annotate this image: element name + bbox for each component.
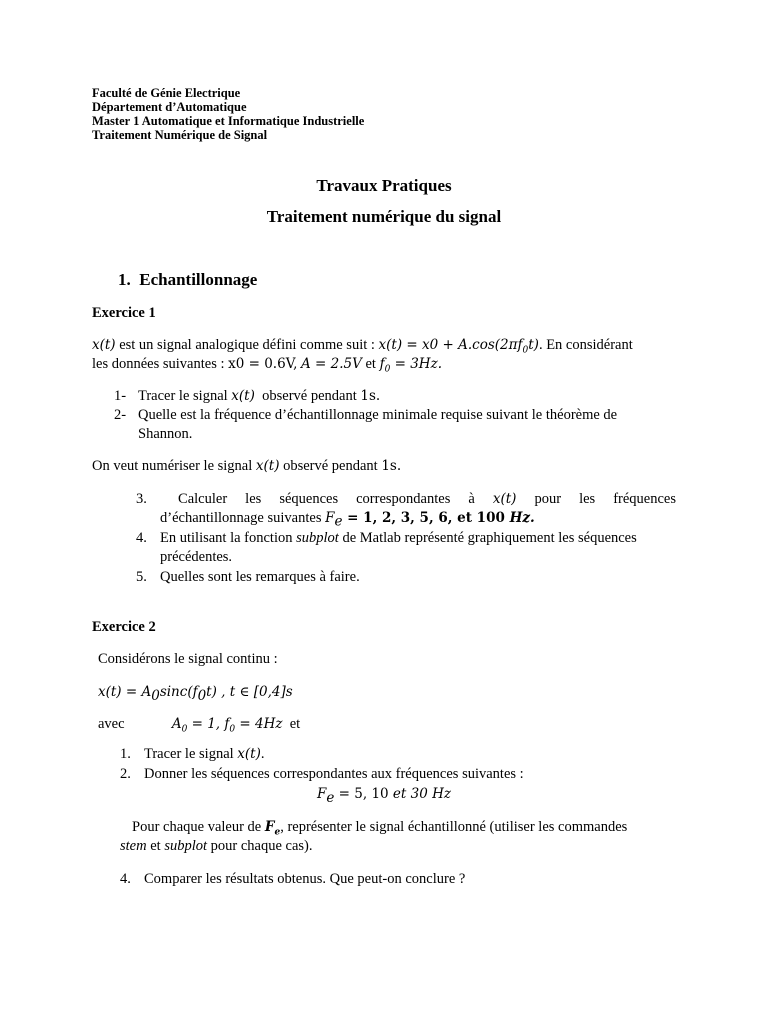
avec-label: avec [98, 716, 125, 732]
ex2-q2-text: Donner les séquences correspondantes aux fréquences suivantes : [144, 766, 524, 782]
note-et: et [150, 838, 161, 854]
doc-title-1: Travaux Pratiques [316, 176, 452, 195]
ex2-q1-number: 1. [120, 746, 131, 762]
q3-number: 3. [136, 491, 147, 507]
section-heading [118, 270, 257, 290]
q1-text-b: observé pendant [262, 388, 357, 404]
q3-text-c: d’échantillonnage suivantes [160, 510, 322, 526]
ex2-q1-math: x(t) [237, 746, 261, 762]
mid-duration: 1s. [381, 458, 402, 474]
ex1-mid [92, 457, 401, 476]
ex1-q5 [136, 568, 360, 587]
exercise2-title: Exercice 2 [92, 619, 156, 635]
section-title: Echantillonnage [139, 270, 258, 289]
q3-text-a: Calculer les séquences correspondantes à [178, 491, 475, 507]
ex1-et: et [365, 356, 376, 372]
ex2-q2 [120, 765, 524, 784]
note-text-b: , représenter le signal échantillonné (utiliser les commandes [280, 819, 628, 835]
ex2-definition: $x(t) = A_0\sin c(f_0t)$ , t ∈ [0,4]s [98, 684, 293, 704]
note-subplot: subplot [164, 838, 208, 854]
ex1-intro-line2 [92, 355, 442, 380]
ex2-q1: 1. Tracer le signal x(t). [120, 746, 265, 762]
q4-subplot: subplot [296, 530, 339, 546]
q1-math-xt: x(t) [231, 388, 255, 404]
ex1-q2-cont: Shannon. [138, 426, 193, 442]
ex1-q4 [136, 529, 637, 548]
params-et: et [289, 716, 301, 732]
q2-number: 2- [114, 407, 127, 423]
ex1-data-label: les données suivantes : [92, 356, 225, 372]
mid-text-a: On veut numériser le signal [92, 458, 253, 474]
q3-fe-values: $F_e = 1$, 2, 3, 5, 6, et 100 Hz. [325, 510, 535, 530]
mid-math-xt: x(t) [255, 458, 280, 474]
ex1-intro-text-b: . En considérant [538, 337, 633, 353]
q5-number: 5. [136, 569, 147, 585]
department-line: Département d’Automatique [92, 100, 247, 114]
q1-text-a: Tracer le signal [138, 388, 228, 404]
ex2-note-line2 [120, 837, 313, 856]
q1-duration: 1s. [360, 388, 381, 404]
note-text-a: Pour chaque valeur de [132, 819, 262, 835]
ex2-q1-text: Tracer le signal [144, 746, 234, 762]
course-line: Traitement Numérique de Signal [92, 128, 268, 142]
faculty-line: Faculté de Génie Electrique [92, 86, 241, 100]
note-text-d: pour chaque cas). [210, 838, 313, 854]
ex1-q4-cont: précédentes. [160, 549, 233, 565]
q5-text-a: Quelles sont les remarques à faire. [160, 569, 360, 585]
exercise1-title: Exercice 1 [92, 305, 156, 321]
ex1-intro-text-a: est un signal analogique défini comme suit : [119, 337, 375, 353]
note-stem: stem [120, 838, 147, 854]
q3-text-b: pour les fréquences [534, 491, 676, 507]
ex2-params [98, 715, 300, 740]
q4-text-b: de Matlab représenté graphiquement les séquences [342, 530, 637, 546]
ex1-q2 [114, 406, 617, 425]
math-f0: $f_0 = 3Hz$. [379, 356, 442, 375]
note-fe: $F_e$ [264, 819, 281, 838]
ex2-q4-text: Comparer les résultats obtenus. Que peut-on conclure ? [144, 871, 466, 887]
ex1-q3 [136, 490, 676, 509]
q3-math-xt: x(t) [492, 491, 517, 507]
q4-text-a: En utilisant la fonction [160, 530, 293, 546]
params-math: $A_0 = 1$, $f_0 = 4Hz$ [171, 716, 283, 735]
math-A: A = 2.5V [301, 356, 362, 372]
q4-number: 4. [136, 530, 147, 546]
ex1-q1 [114, 387, 380, 406]
math-x0: x0 = 0.6V, [228, 356, 298, 372]
ex2-intro: Considérons le signal continu : [98, 651, 278, 667]
ex2-fe-line: $F_e = 5$, 10 et 30 Hz [317, 786, 451, 806]
program-line: Master 1 Automatique et Informatique Industrielle [92, 114, 365, 128]
q1-number: 1- [114, 388, 127, 404]
section-number: 1. [118, 270, 131, 289]
ex2-q4 [120, 870, 465, 889]
doc-title-2: Traitement numérique du signal [266, 207, 502, 226]
math-definition: $x(t) = x0 + A.\cos(2\pi f_0t)$ [378, 337, 539, 356]
mid-text-b: observé pendant [283, 458, 378, 474]
math-xt: x(t) [92, 337, 116, 353]
ex2-q4-number: 4. [120, 871, 131, 887]
q2-text-a: Quelle est la fréquence d’échantillonnage minimale requise suivant le théorème de [138, 407, 618, 423]
ex2-q2-number: 2. [120, 766, 131, 782]
